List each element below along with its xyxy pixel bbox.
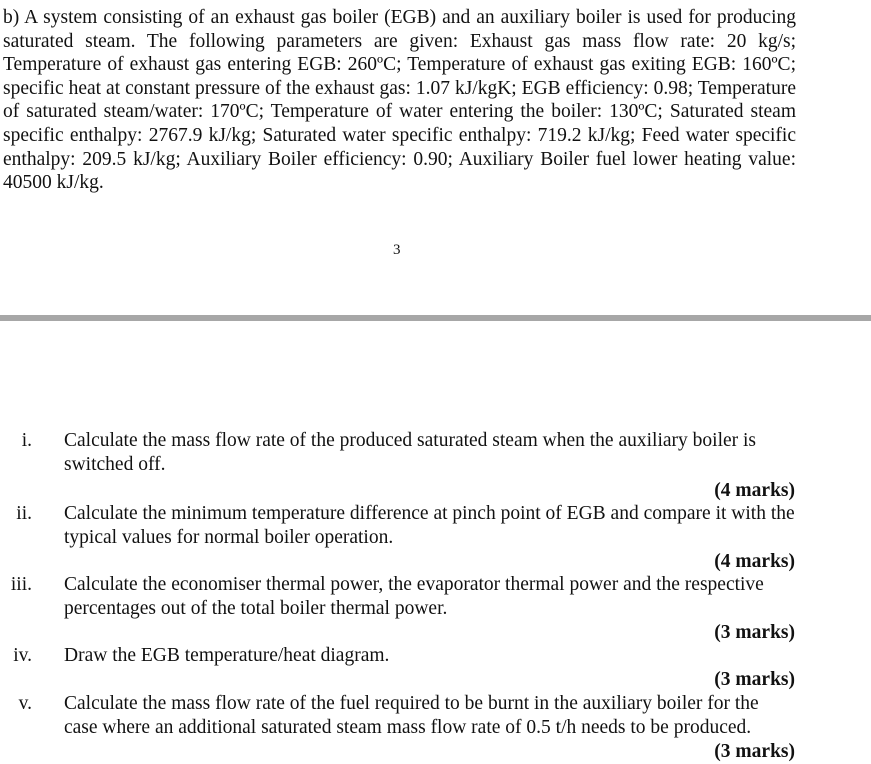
marks-label: (4 marks) <box>714 551 795 572</box>
question-number: iii. <box>10 574 32 595</box>
marks-label: (3 marks) <box>714 741 795 762</box>
question-number: i. <box>21 430 32 451</box>
marks-label: (4 marks) <box>714 480 795 501</box>
question-text: Draw the EGB temperature/heat diagram. <box>64 645 390 666</box>
question-number: v. <box>18 693 32 714</box>
marks-label: (3 marks) <box>714 669 795 690</box>
question-text: Calculate the mass flow rate of the fuel required to be burnt in the auxiliary boiler for the case where an additional saturated steam mass flow rate of 0.5 t/h needs to be produced. <box>64 693 759 738</box>
marks-label: (3 marks) <box>714 622 795 643</box>
question-number: ii. <box>16 503 32 524</box>
page-number: 3 <box>393 242 401 258</box>
question-text: Calculate the minimum temperature difference at pinch point of EGB and compare it with the typical values for normal boiler operation. <box>64 503 795 548</box>
question-number: iv. <box>13 645 32 666</box>
problem-statement: b) A system consisting of an exhaust gas boiler (EGB) and an auxiliary boiler is used for producing saturated steam. The following parameters are given: Exhaust gas mass flow rate: 20 kg/s; Temperature of exhaust gas entering EGB: 260ºC; Temperature of exhaust gas exiting EGB: 160ºC; specific heat at constant pressure of the exhaust gas: 1.07 kJ/kgK; EGB efficiency: 0.98; Temperature of saturated steam/water: 170ºC; Temperature of water entering the boiler: 130ºC; Saturated steam specific enthalpy: 2767.9 kJ/kg; Saturated water specific enthalpy: 719.2 kJ/kg; Feed water specific enthalpy: 209.5 kJ/kg; Auxiliary Boiler efficiency: 0.90; Auxiliary Boiler fuel lower heating value: 40500 kJ/kg. <box>3 7 796 194</box>
question-text: Calculate the economiser thermal power, the evaporator thermal power and the respective percentages out of the total boiler thermal power. <box>64 574 764 619</box>
question-text: Calculate the mass flow rate of the produced saturated steam when the auxiliary boiler is switched off. <box>64 430 757 475</box>
